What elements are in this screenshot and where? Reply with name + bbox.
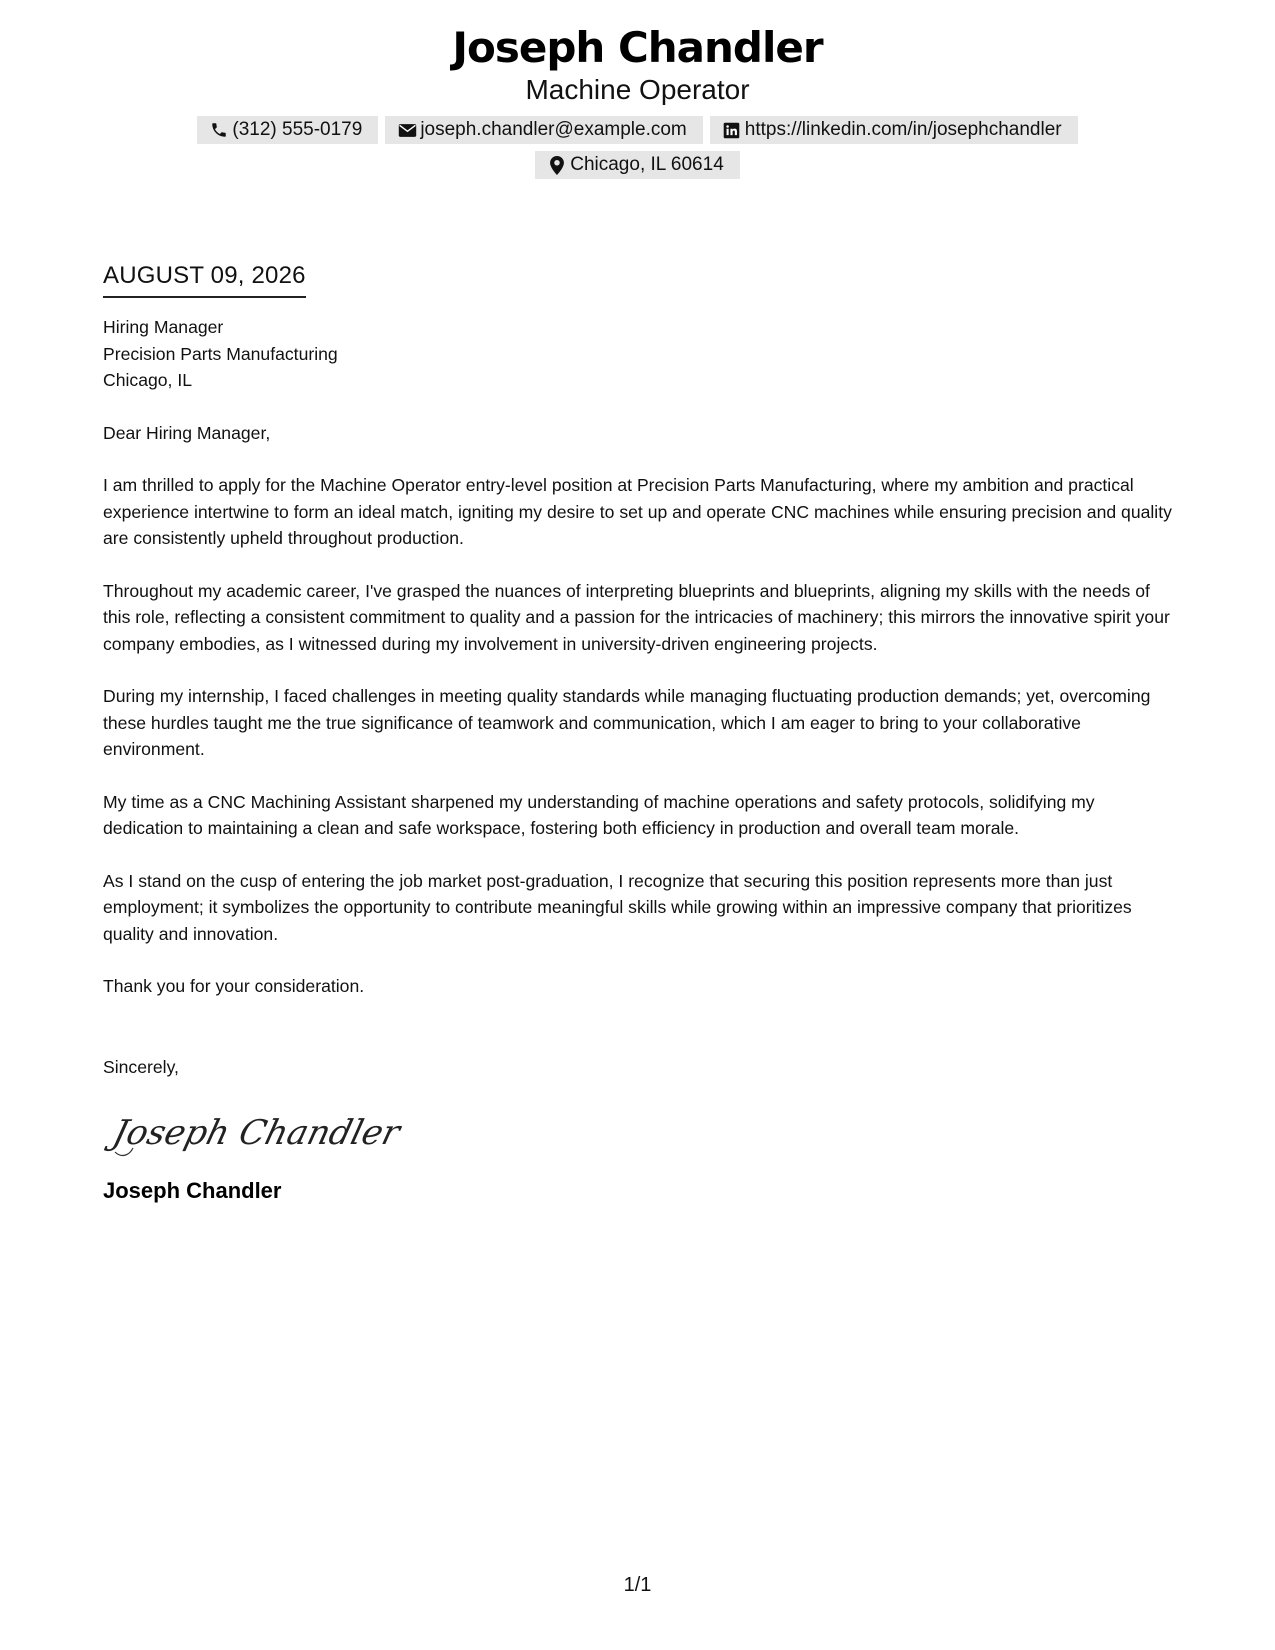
body-paragraph: Throughout my academic career, I've grasped the nuances of interpreting blueprints and blueprints, aligning my skills with the needs of this role, reflecting a consistent commitment to quality and a passion for the intricacies of machinery; this mirrors the innovative spirit your company embodies, as I witnessed during my involvement in university-driven engineering projects. — [103, 580, 1170, 654]
contact-bar — [138, 116, 1138, 179]
recipient-block — [103, 314, 1178, 394]
letter-date: AUGUST 09, 2026 — [103, 258, 306, 298]
contact-location — [535, 151, 740, 179]
recipient-location: Chicago, IL — [103, 370, 192, 390]
page-number: 1/1 — [623, 1574, 652, 1596]
phone-icon — [209, 120, 229, 140]
location-text: Chicago, IL 60614 — [570, 154, 724, 175]
map-marker-icon — [547, 155, 567, 175]
contact-email[interactable] — [385, 116, 702, 144]
recipient-name: Hiring Manager — [103, 317, 224, 337]
svg-text:Joseph Chandler: Joseph Chandler — [108, 1113, 404, 1153]
body-paragraph: Thank you for your consideration. — [103, 976, 365, 996]
letter-header — [0, 22, 1275, 179]
envelope-icon — [397, 120, 417, 140]
contact-linkedin[interactable] — [710, 116, 1078, 144]
handwritten-signature — [107, 1104, 1178, 1164]
applicant-title: Machine Operator — [525, 74, 750, 105]
signer-name: Joseph Chandler — [103, 1178, 282, 1203]
linkedin-icon — [722, 120, 742, 140]
body-paragraph: My time as a CNC Machining Assistant sharpened my understanding of machine operations and safety protocols, solidifying my dedication to maintaining a clean and safe workspace, fostering both efficiency in production and overall team morale. — [103, 791, 1095, 838]
letter-body — [103, 258, 1178, 1206]
body-paragraph: I am thrilled to apply for the Machine Operator entry-level position at Precision Parts Manufacturing, where my ambition and practical experience intertwine to form an ideal match, igniting my desire to set up and operate CNC machines while ensuring precision and quality are consistently upheld throughout production. — [103, 475, 1172, 548]
recipient-company: Precision Parts Manufacturing — [103, 343, 338, 364]
applicant-name: Joseph Chandler — [452, 23, 823, 72]
linkedin-text: https://linkedin.com/in/josephchandler — [744, 119, 1062, 140]
body-paragraph: During my internship, I faced challenges in meeting quality standards while managing fluctuating production demands; yet, overcoming these hurdles taught me the true significance of teamwork and communication, which I am eager to bring to your collaborative environment. — [103, 686, 1151, 759]
signature-image — [107, 1104, 404, 1164]
email-text: joseph.chandler@example.com — [420, 119, 687, 140]
closing: Sincerely, — [103, 1056, 179, 1077]
phone-text: (312) 555-0179 — [232, 119, 363, 140]
contact-phone — [197, 116, 378, 144]
salutation: Dear Hiring Manager, — [103, 422, 271, 443]
body-paragraph: As I stand on the cusp of entering the job market post-graduation, I recognize that securing this position represents more than just employment; it symbolizes the opportunity to contribute meaningful skills while growing within an impressive company that prioritizes quality and innovation. — [103, 870, 1132, 944]
